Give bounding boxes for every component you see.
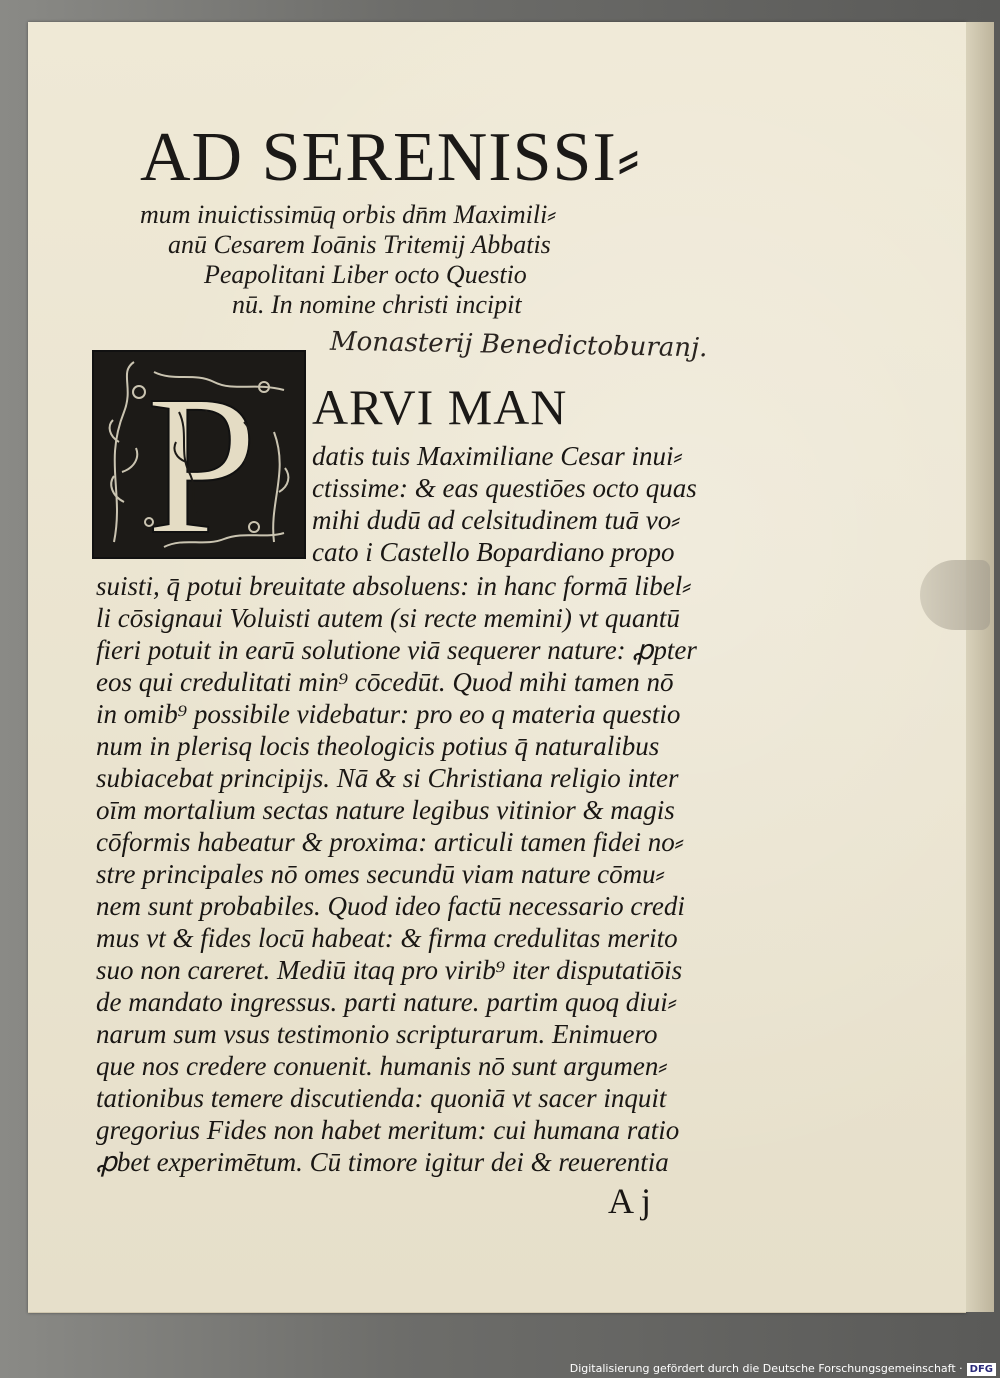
footer-text: Digitalisierung gefördert durch die Deutsche Forschungsgemeinschaft ·	[569, 1362, 963, 1375]
body-line: suo non careret. Mediū itaq pro virib⁹ iter disputatiōis	[96, 955, 683, 985]
subtitle-line: anū Cesarem Ioānis Tritemij Abbatis	[168, 230, 551, 259]
body-line: eos qui credulitati min⁹ cōcedūt. Quod mihi tamen nō	[96, 667, 674, 697]
initial-letter: P	[146, 355, 258, 557]
body-line: ꝓbet experimētum. Cū timore igitur dei & reuerentia	[96, 1147, 669, 1177]
body-line: ctissime: & eas questiōes octo quas	[312, 473, 697, 503]
body-line: de mandato ingressus. parti nature. partim quoq diui⸗	[96, 987, 677, 1017]
body-line: cato i Castello Bopardiano propo	[312, 537, 675, 567]
body-line: gregorius Fides non habet meritum: cui humana ratio	[96, 1115, 680, 1145]
body-line: narum sum vsus testimonio scripturarum. Enimuero	[96, 1019, 658, 1049]
page-clip	[920, 560, 990, 630]
subtitle-line: nū. In nomine christi incipit	[232, 290, 522, 319]
body-line: oīm mortalium sectas nature legibus vitinior & magis	[96, 795, 675, 825]
signature-mark: A j	[608, 1181, 652, 1221]
subtitle-line: mum inuictissimūq orbis dn̄m Maximili⸗	[140, 200, 556, 229]
dfg-logo: DFG	[967, 1363, 996, 1376]
body-line: fieri potuit in earū solutione viā sequerer nature: ꝓpter	[96, 635, 697, 665]
body-line: stre principales nō omes secundū viam nature cōmu⸗	[96, 859, 665, 889]
body-line: cōformis habeatur & proxima: articuli tamen fidei no⸗	[96, 827, 684, 857]
decorated-initial-art	[94, 352, 304, 557]
body-line: subiacebat principijs. Nā & si Christiana religio inter	[96, 763, 679, 793]
body-line: tationibus temere discutienda: quoniā vt sacer inquit	[96, 1083, 667, 1113]
handwritten-ownership-note: Monasterij Benedictoburanj.	[329, 326, 708, 364]
body-line: in omib⁹ possibile videbatur: pro eo q materia questio	[96, 699, 681, 729]
body-line: nem sunt probabiles. Quod ideo factū necessario credi	[96, 891, 685, 921]
body-line: li cōsignaui Voluisti autem (si recte memini) vt quantū	[96, 603, 680, 633]
decorated-initial	[92, 350, 306, 559]
body-line: mihi dudū ad celsitudinem tuā vo⸗	[312, 505, 681, 535]
opening-words: ARVI MAN	[312, 379, 568, 435]
digitization-credit	[560, 1360, 1000, 1378]
body-line: que nos credere conuenit. humanis nō sunt argumen⸗	[96, 1051, 668, 1081]
body-line: suisti, q̄ potui breuitate absoluens: in hanc formā libel⸗	[96, 571, 692, 601]
body-line: num in plerisq locis theologicis potius q̄ naturalibus	[96, 731, 660, 761]
page-title: AD SERENISSI⸗	[140, 119, 642, 196]
page-edge	[966, 22, 994, 1312]
body-line: datis tuis Maximiliane Cesar inui⸗	[312, 441, 683, 471]
body-line: mus vt & fides locū habeat: & firma credulitas merito	[96, 923, 678, 953]
subtitle-line: Peapolitani Liber octo Questio	[204, 260, 527, 289]
